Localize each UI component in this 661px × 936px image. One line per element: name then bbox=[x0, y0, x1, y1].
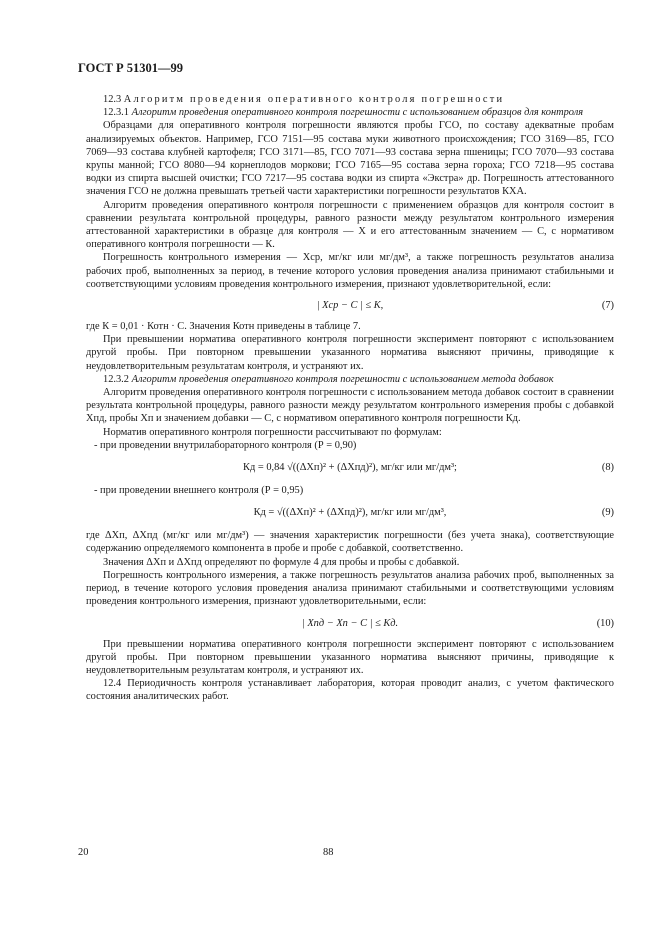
paragraph: При превышении норматива оперативного контроля погрешности эксперимент повторяют с использованием другой пробы. При повторном превышении указанного норматива выясняют причины, приводящие к неудовлетворительным результатам контроля, и устраняют их. bbox=[86, 334, 614, 372]
formula-9 bbox=[86, 498, 614, 528]
subsection-title: Алгоритм проведения оперативного контроля погрешности с использованием образцов для контроля bbox=[131, 107, 584, 119]
formula-expression: Кд = 0,84 √((ΔXп)² + (ΔXпд)²), мг/кг или мг/дм³; bbox=[243, 462, 457, 474]
standard-title: ГОСТ Р 51301—99 bbox=[78, 61, 184, 75]
paragraph: Погрешность контрольного измерения — Xср, мг/кг или мг/дм³, а также погрешность результатов анализа рабочих проб, выполненных за период, в течение которого условия проведения анализа принимают стабильными и соответствующими условиям проведения контрольного измерения, признают удовлетворительной, если: bbox=[86, 252, 614, 290]
formula-number: (7) bbox=[601, 300, 614, 312]
section-title: Алгоритм проведения оперативного контроля погрешности bbox=[123, 94, 505, 105]
subsection-heading-12-3-1 bbox=[86, 106, 614, 119]
paragraph: Алгоритм проведения оперативного контроля погрешности с использованием метода добавок состоит в сравнении результата контрольной процедуры, равного разности между результатом контрольного измерения пробы с добавкой Xпд, пробы Xп и значением добавки — С, с нормативом оперативного контроля погрешности Кд. bbox=[86, 387, 614, 425]
paragraph: Значения ΔXп и ΔXпд определяют по формуле 4 для пробы и пробы с добавкой. bbox=[103, 556, 460, 568]
paragraph: где К = 0,01 · Котн · С. Значения Котн приведены в таблице 7. bbox=[86, 321, 361, 333]
page-number-center: 88 bbox=[323, 847, 334, 858]
section-number: 12.3 bbox=[103, 94, 122, 105]
paragraph: Образцами для оперативного контроля погрешности являются пробы ГСО, по составу адекватные пробам анализируемых объектов. Например, ГСО 7151—95 состава муки животного происхождения; ГСО 3169—85, ГСО 7069—93 состава клубней картофеля; ГСО 3171—85, ГСО 7071—93 состава зерна пшеницы; ГСО 7070—93 состава крупы манной; ГСО 8080—94 корнеплодов моркови; ГСО 7165—95 состава зерна гороха; ГСО 7218—95 состава водки из спирта высшей очистки; ГСО 7217—95 состава водки из спирта «Экстра» др. Погрешность аттестованного значения ГСО не должна превышать третьей части характеристики погрешности результатов КХА. bbox=[86, 120, 614, 198]
paragraph: При превышении норматива оперативного контроля погрешности эксперимент повторяют с использованием другой пробы. При повторном превышении указанного норматива выясняют причины, приводящие к неудовлетворительным результатам контроля, и устраняют их. bbox=[86, 638, 614, 676]
list-item: - при проведении внутрилабораторного контроля (Р = 0,90) bbox=[94, 439, 357, 451]
formula-number: (9) bbox=[601, 507, 614, 519]
paragraph: где ΔXп, ΔXпд (мг/кг или мг/дм³) — значения характеристик погрешности (без учета знака), соответствующие содержанию определяемого компонента в пробе и пробе с добавкой, соответственно. bbox=[86, 530, 614, 555]
formula-expression: | Xср − С | ≤ К, bbox=[316, 300, 384, 312]
formula-number: (8) bbox=[601, 462, 614, 474]
formula-8 bbox=[86, 453, 614, 483]
document-body bbox=[86, 93, 614, 704]
subsection-number: 12.3.2 bbox=[103, 373, 129, 385]
formula-10 bbox=[86, 610, 614, 637]
paragraph: Погрешность контрольного измерения, а также погрешность результатов анализа рабочих проб, выполненных за период, в течение которого условия проведения анализа принимают стабильными и соответствующими условиям проведения контрольного измерения, признают удовлетворительными, если: bbox=[86, 569, 614, 608]
formula-expression: | Xпд − Xп − С | ≤ Кд. bbox=[301, 617, 399, 629]
paragraph: Норматив оперативного контроля погрешности рассчитывают по формулам: bbox=[103, 426, 442, 438]
paragraph: Алгоритм проведения оперативного контроля погрешности с применением образцов для контроля состоит в сравнении результата контрольной процедуры, равного разности между результатом контрольного измерения аттестованной характеристики в образце для контроля — X и его аттестованным значением — С, с нормативом оперативного контроля погрешности — К. bbox=[86, 199, 614, 251]
subsection-title: Алгоритм проведения оперативного контроля погрешности с использованием метода добавок bbox=[131, 373, 554, 385]
section-12-4: 12.4 Периодичность контроля устанавливает лаборатория, которая проводит анализ, с учетом фактического состояния аналитических работ. bbox=[86, 678, 614, 703]
formula-expression: Кд = √((ΔXп)² + (ΔXпд)²), мг/кг или мг/дм³, bbox=[253, 507, 447, 519]
formula-7 bbox=[86, 292, 614, 319]
subsection-number: 12.3.1 bbox=[103, 107, 129, 119]
page-number-left: 20 bbox=[78, 847, 89, 858]
section-heading-12-3 bbox=[86, 93, 614, 106]
list-item: - при проведении внешнего контроля (Р = 0,95) bbox=[94, 485, 304, 497]
subsection-heading-12-3-2 bbox=[86, 373, 614, 386]
formula-number: (10) bbox=[596, 617, 614, 629]
